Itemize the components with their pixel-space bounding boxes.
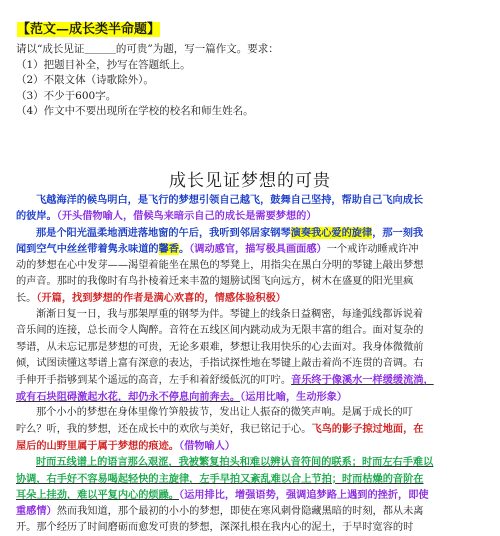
essay-text-segment: 琴谱，从未忘记那是梦想的可贵，无论多艰难，梦想让我用快乐的心去面对。我身体微微前 xyxy=(16,341,424,353)
essay-line xyxy=(16,323,484,339)
essay-text-segment: 协调，右手好不容易喝起轻快的主旋律，左手早拍又紊乱难以合上节拍；时而枯燥的音阶在 xyxy=(16,472,424,485)
essay-text-segment: 一个戒许动睡戒许冲 xyxy=(326,244,419,256)
essay-text-segment: 音乐终于像溪水一样缓缓流淌， xyxy=(291,374,434,387)
essay-text-segment: 那是个阳光温柔地洒进落地窗的午后，我听到邻居家钢琴 xyxy=(36,226,291,239)
section-title-text: 【范文—成长类半命题】 xyxy=(17,22,161,37)
essay-line xyxy=(16,454,484,470)
essay-text-segment: 飞鸟的影子掠过地面，在 xyxy=(311,423,424,436)
essay-text-segment: ，那一刻我 xyxy=(372,226,424,239)
essay-line xyxy=(16,520,484,536)
essay-line xyxy=(16,340,484,356)
essay-text-segment: 屋后的山野里属于属于梦想的痕迹。 xyxy=(16,439,179,452)
essay-text-segment: 重感情） xyxy=(16,505,57,518)
essay-text-segment: 手伸开手指够到某个遥远的高音，左手和着舒缓低沉的叮咛。 xyxy=(16,375,292,387)
essay-text-segment: 或有石块阻碍激起水花，却仍永不停息向前奔去。 xyxy=(16,390,241,403)
essay-line xyxy=(16,307,484,323)
prompt-block xyxy=(16,42,279,120)
essay-text-segment: 长。 xyxy=(16,293,37,305)
essay-line xyxy=(16,258,484,274)
prompt-line: 请以“成长见证＿＿＿的可贵”为题，写一篇作文。要求： xyxy=(16,43,279,55)
essay-line xyxy=(16,471,484,487)
prompt-line: （4）作文中不要出现所在学校的校名和师生姓名。 xyxy=(16,105,254,117)
essay-text-segment: 飞越海洋的候鸟明白，是飞行的梦想引领自己越飞，鼓舞自己坚持，帮助自己飞向成长 xyxy=(36,194,424,206)
essay-title: 成长见证梦想的可贵 xyxy=(169,171,331,191)
prompt-line: （2）不限文体（诗歌除外）。 xyxy=(16,74,154,86)
essay-line xyxy=(16,192,484,208)
essay-text-segment: 的声音。那时的我像时有鸟扑棱着迁来丰盈的翅膀试图飞向远方，树木在盛夏的阳光里疯 xyxy=(16,275,414,287)
essay-text-segment: 开。那个经历了时间磨砺而愈发可贵的梦想，深深扎根在我内心的泥土，于早时宽容的时 xyxy=(16,521,414,533)
essay-line xyxy=(16,487,484,503)
essay-line xyxy=(16,356,484,372)
essay-text-segment: （借物喻人） xyxy=(179,439,236,452)
essay-line xyxy=(16,438,484,454)
essay-text-segment: 动的梦想在心中发芽——渴望着能坐在黑色的琴凳上，用指尖在黑白分明的琴键上敲出梦想 xyxy=(16,259,424,271)
essay-line xyxy=(16,290,484,306)
essay-line xyxy=(16,389,484,405)
essay-text-segment: 闻到空气中丝丝带着隽永味道的 xyxy=(16,243,159,256)
essay-text-segment: （运用比喻，生动形象） xyxy=(240,390,348,403)
essay-text-segment: 咛么？听，我的梦想，还在成长中的欢欣与美好，我已铭记于心。 xyxy=(16,424,312,436)
essay-line xyxy=(16,225,484,241)
essay-line xyxy=(16,421,484,437)
essay-body xyxy=(16,192,484,536)
essay-line xyxy=(16,208,484,224)
essay-text-segment: 。 xyxy=(179,243,190,256)
essay-text-segment: （开头借物喻人，借候鸟来暗示自己的成长是需要梦想的） xyxy=(56,210,317,223)
essay-text-segment: 馨香 xyxy=(158,243,179,256)
essay-text-segment: 然而我知道，那个最初的小小的梦想，即使在寒风刺骨隐藏黑暗的时刻，都从未离 xyxy=(56,506,424,518)
essay-text-segment: 演奏我心爱的旋律 xyxy=(290,226,373,239)
essay-text-segment: 那个小小的梦想在身体里像竹笋般拔节，发出让人振奋的微笑声响。是属于成长的叮 xyxy=(36,407,413,419)
essay-text-segment: 时而五线谱上的语言那么艰涩，我被繁复拍头和难以辨认音符间的联系；时而左右手难以 xyxy=(36,456,434,469)
essay-text-segment: 的彼岸。 xyxy=(16,210,57,223)
essay-text-segment: 倾，试图读懂这琴谱上富有深意的表达，手指试探性地在琴键上敲击着尚不连贯的音调。右 xyxy=(16,357,424,369)
section-title xyxy=(14,21,163,38)
essay-line xyxy=(16,503,484,519)
essay-text-segment: 音乐间的连接，总长而令人陶醉。音符在五线区间内跳动成为无限丰富的组合。面对复杂的 xyxy=(16,325,424,337)
essay-text-segment: （运用排比，增强语势，强调追梦路上遇到的挫折，即使 xyxy=(179,489,429,502)
prompt-line: （1）把题目补全，抄写在答题纸上。 xyxy=(16,58,191,71)
essay-line xyxy=(16,405,484,421)
prompt-line: （3）不少于600字。 xyxy=(16,89,117,102)
essay-line xyxy=(16,241,484,257)
essay-line xyxy=(16,372,484,388)
essay-text-segment: （调动感官，描写极具画面感） xyxy=(189,243,327,256)
essay-text-segment: 耳朵上挂劲，难以平复内心的烦躁。 xyxy=(16,489,179,502)
essay-text-segment: （开篇，找到梦想的作者是满心欢喜的，情感体验积极） xyxy=(36,292,286,305)
essay-line xyxy=(16,274,484,290)
essay-text-segment: 渐渐日复一日，我与那架厚重的钢琴为伴。琴键上的线条日益稠密，每逢弧线都诉说着 xyxy=(36,308,424,320)
